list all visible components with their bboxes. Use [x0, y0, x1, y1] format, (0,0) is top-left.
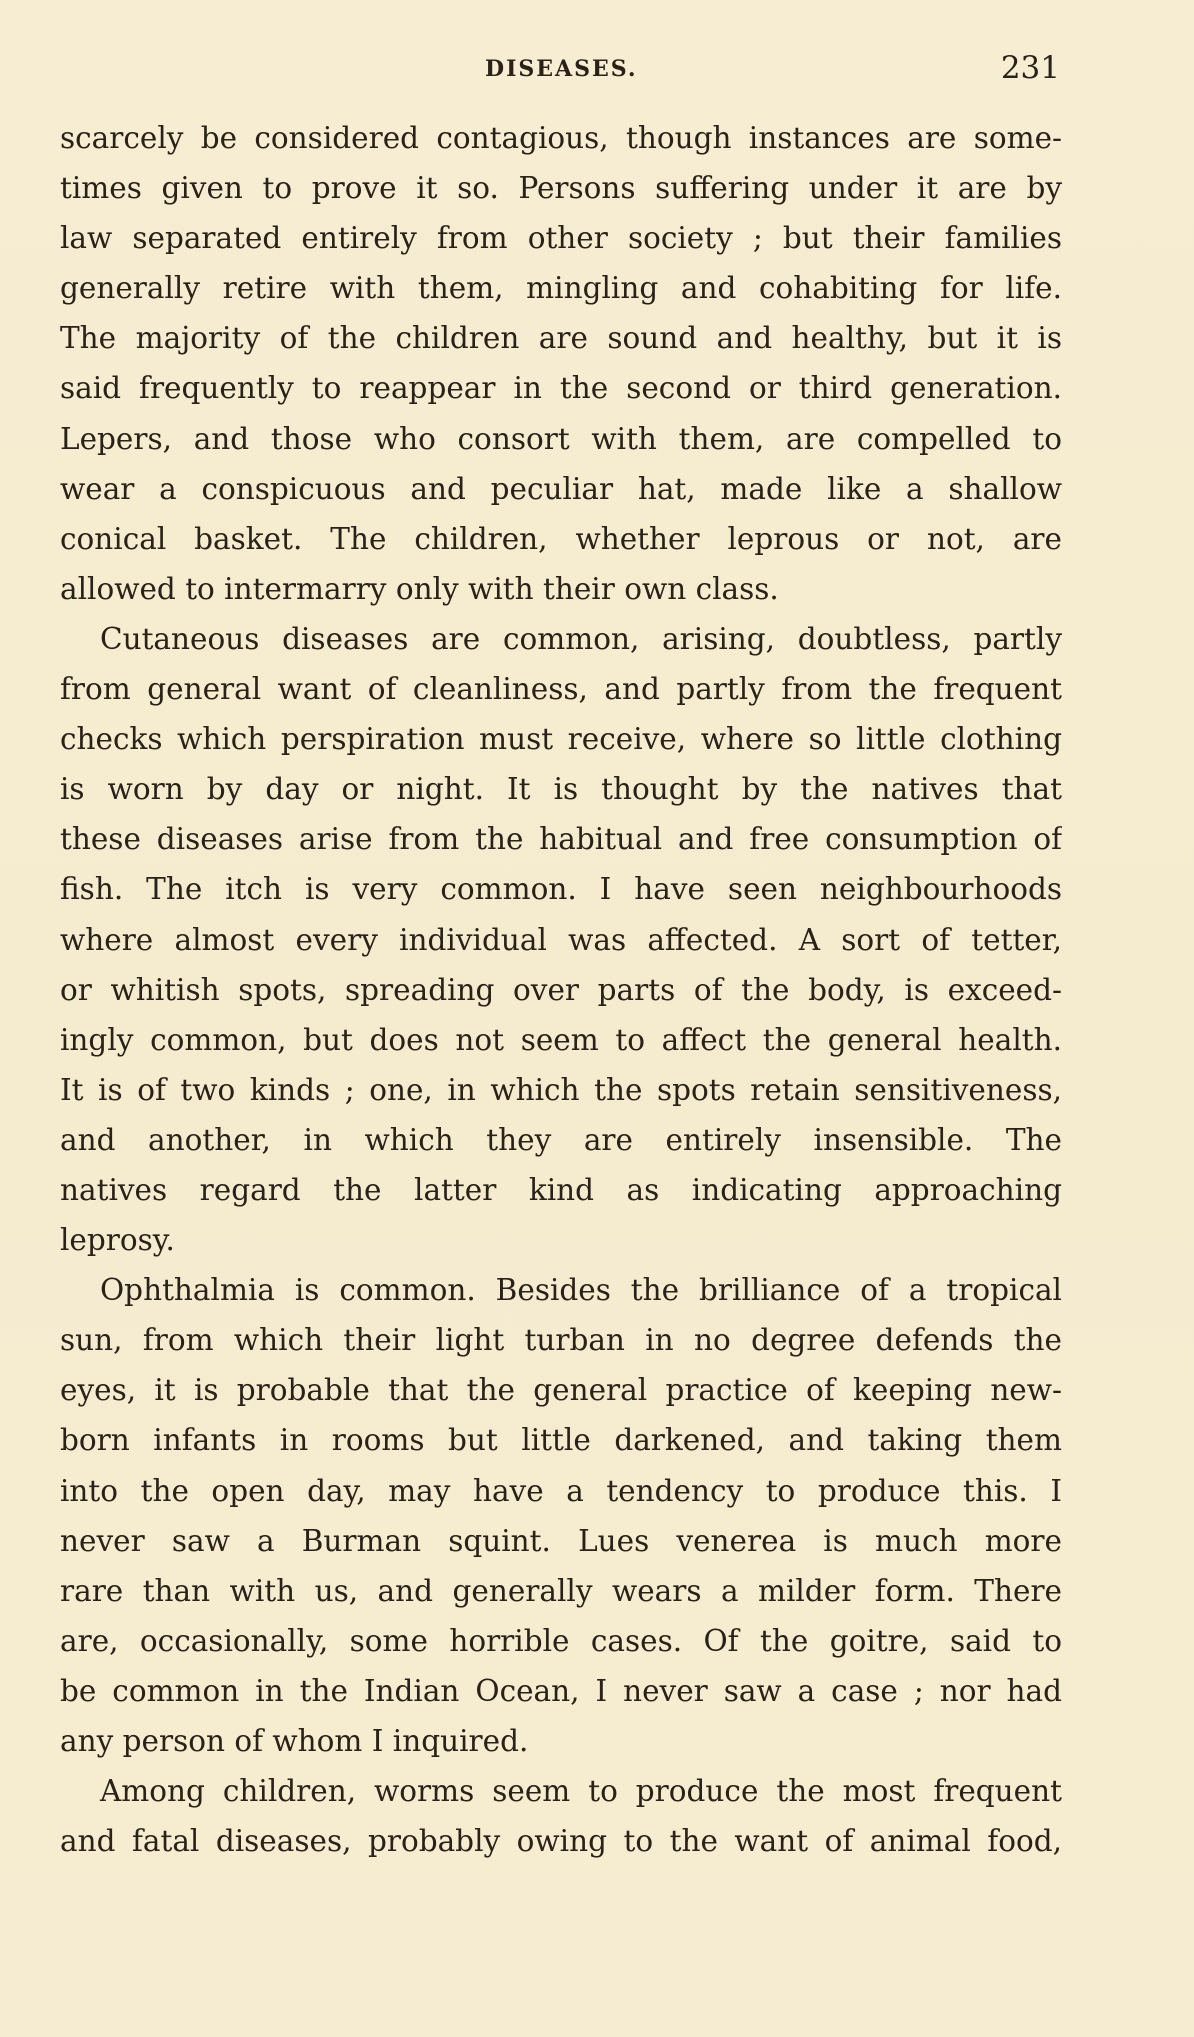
- text-line: any person of whom I inquired.: [60, 1724, 529, 1758]
- text-line: and fatal diseases, probably owing to the want of animal food,: [60, 1824, 1062, 1859]
- text-line: Cutaneous diseases are common, arising, doubtless, partly: [100, 621, 1062, 656]
- body-text: [60, 113, 1062, 1866]
- text-line: into the open day, may have a tendency to produce this. I: [60, 1473, 1062, 1508]
- text-line: times given to prove it so. Persons suffering under it are by: [60, 171, 1062, 206]
- text-line: ingly common, but does not seem to affect the general health.: [60, 1022, 1062, 1057]
- text-line: is worn by day or night. It is thought by the natives that: [60, 772, 1062, 807]
- text-line: fish. The itch is very common. I have seen neighbourhoods: [60, 872, 1062, 907]
- text-line: Among children, worms seem to produce the most frequent: [100, 1774, 1062, 1809]
- text-line: born infants in rooms but little darkened, and taking them: [60, 1423, 1062, 1458]
- text-line: are, occasionally, some horrible cases. Of the goitre, said to: [60, 1623, 1062, 1658]
- text-line: where almost every individual was affected. A sort of tetter,: [60, 922, 1062, 957]
- text-line: natives regard the latter kind as indicating approaching: [60, 1172, 1062, 1207]
- text-line: and another, in which they are entirely insensible. The: [60, 1122, 1062, 1157]
- text-line: these diseases arise from the habitual and free consumption of: [60, 822, 1062, 857]
- text-line: law separated entirely from other society ; but their families: [60, 221, 1062, 256]
- text-line: be common in the Indian Ocean, I never saw a case ; nor had: [60, 1673, 1062, 1708]
- text-line: generally retire with them, mingling and cohabiting for life.: [60, 271, 1062, 306]
- running-head: [60, 50, 1060, 90]
- text-line: rare than with us, and generally wears a milder form. There: [60, 1573, 1062, 1608]
- text-line: scarcely be considered contagious, though instances are some-: [60, 121, 1062, 155]
- text-line: It is of two kinds ; one, in which the spots retain sensitiveness,: [60, 1072, 1062, 1107]
- text-line: wear a conspicuous and peculiar hat, made like a shallow: [60, 471, 1062, 506]
- text-line: or whitish spots, spreading over parts of the body, is exceed-: [60, 972, 1062, 1007]
- text-line: sun, from which their light turban in no degree defends the: [60, 1323, 1062, 1358]
- page-number: 231: [1000, 50, 1060, 86]
- text-line: Lepers, and those who consort with them, are compelled to: [60, 421, 1062, 456]
- text-line: leprosy.: [60, 1223, 175, 1258]
- text-line: eyes, it is probable that the general practice of keeping new-: [60, 1373, 1062, 1408]
- text-line: checks which perspiration must receive, where so little clothing: [60, 722, 1062, 757]
- text-line: Ophthalmia is common. Besides the brilliance of a tropical: [100, 1273, 1062, 1308]
- text-line: never saw a Burman squint. Lues venerea is much more: [60, 1523, 1062, 1558]
- text-line: said frequently to reappear in the second or third generation.: [60, 371, 1062, 406]
- text-line: The majority of the children are sound and healthy, but it is: [60, 321, 1062, 356]
- text-line: conical basket. The children, whether leprous or not, are: [60, 521, 1062, 556]
- text-line: allowed to intermarry only with their own class.: [60, 571, 779, 606]
- text-line: from general want of cleanliness, and partly from the frequent: [60, 672, 1062, 707]
- running-head-title: DISEASES.: [485, 56, 638, 82]
